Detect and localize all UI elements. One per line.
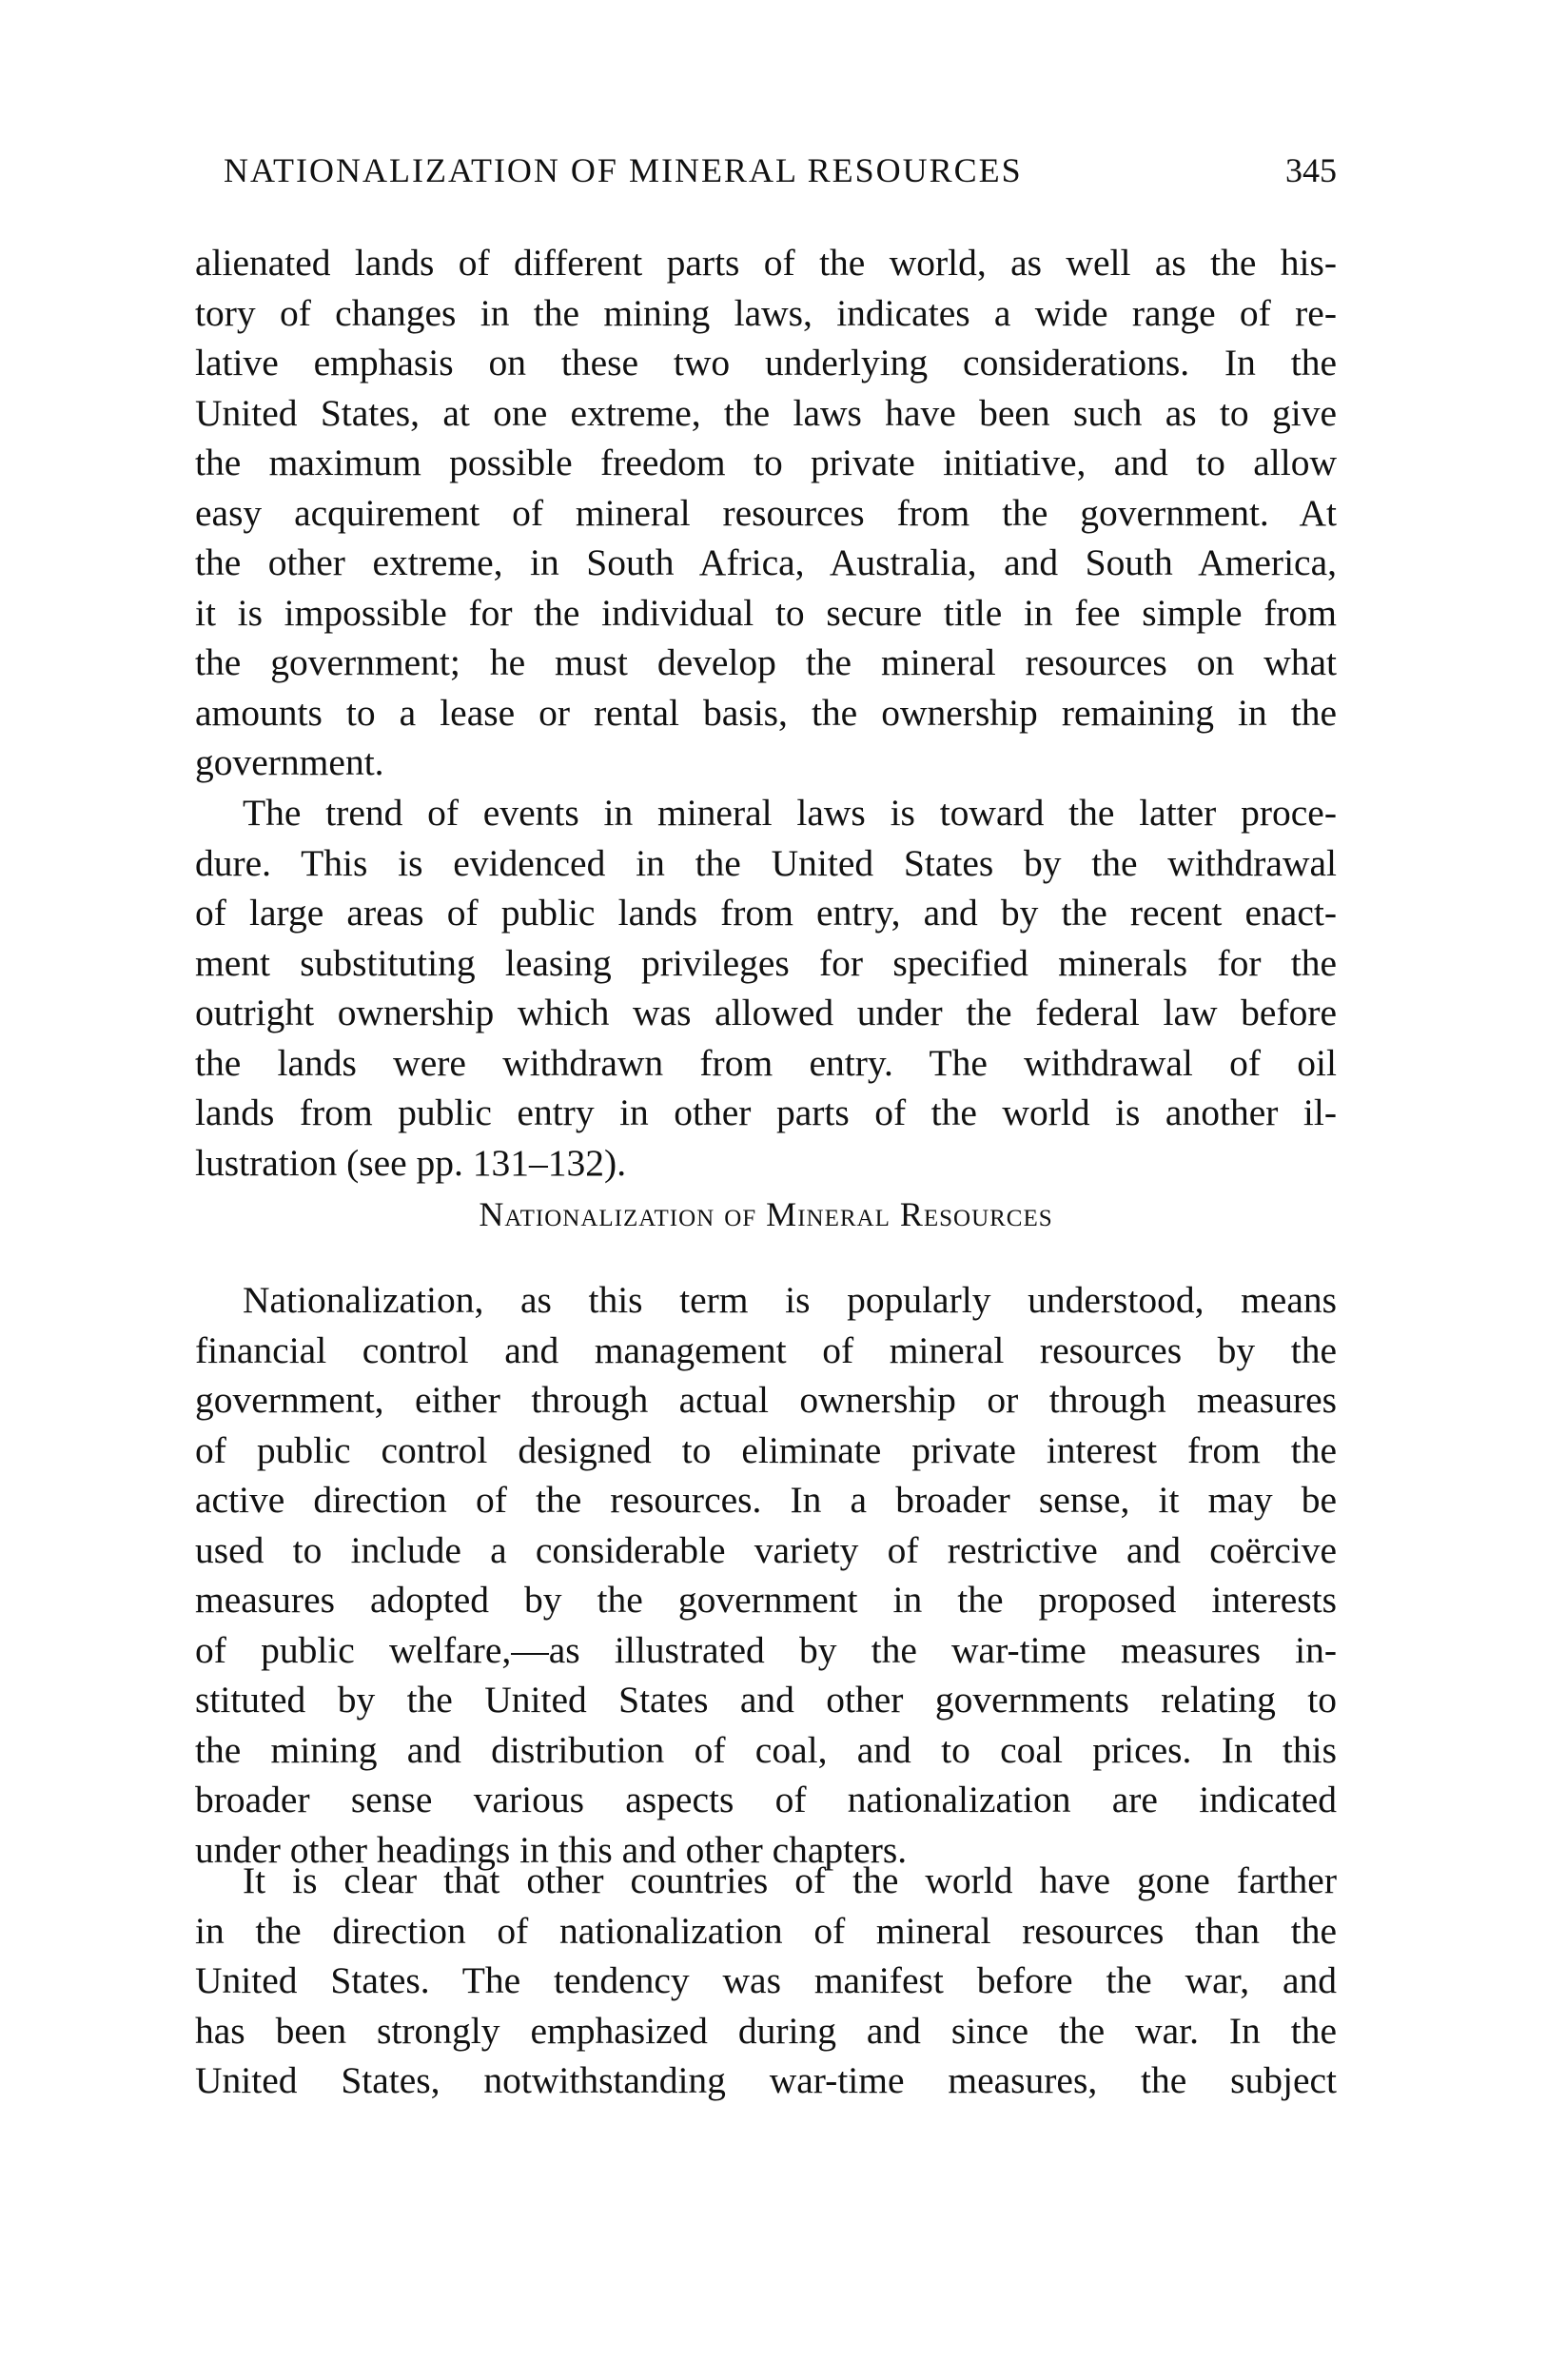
text-line: of public welfare,—as illustrated by the war-time measures in-: [195, 1628, 1337, 1671]
text-line: The trend of events in mineral laws is toward the latter proce-: [243, 792, 1337, 834]
text-line: of large areas of public lands from entry, and by the recent enact-: [195, 892, 1337, 934]
text-line: active direction of the resources. In a broader sense, it may be: [195, 1479, 1337, 1521]
text-line: ment substituting leasing privileges for specified minerals for the: [195, 941, 1337, 984]
paragraph-nationalization-definition: [195, 1275, 1337, 1875]
paragraph-trend: [195, 788, 1337, 1188]
text-line: outright ownership which was allowed under the federal law before: [195, 992, 1337, 1033]
text-line: broader sense various aspects of nationalization are indicated: [195, 1779, 1337, 1820]
text-line: government, either through actual ownership or through measures: [195, 1379, 1337, 1421]
text-line: lustration (see pp. 131–132).: [195, 1141, 627, 1184]
text-line: has been strongly emphasized during and since the war. In the: [195, 2009, 1337, 2052]
running-title: NATIONALIZATION OF MINERAL RESOURCES: [224, 151, 1023, 189]
text-line: dure. This is evidenced in the United States by the withdrawal: [195, 841, 1337, 884]
text-line: government.: [195, 741, 384, 783]
text-line: amounts to a lease or rental basis, the ownership remaining in the: [195, 691, 1337, 734]
text-line: lative emphasis on these two underlying considerations. In the: [195, 342, 1337, 384]
text-line: of public control designed to eliminate private interest from the: [195, 1428, 1337, 1471]
text-line: easy acquirement of mineral resources from the government. At: [195, 491, 1337, 534]
paragraph-other-countries: [195, 1856, 1337, 2106]
section-heading: Nationalization of Mineral Resources: [479, 1195, 1053, 1233]
text-line: United States, notwithstanding war-time measures, the subject: [195, 2059, 1337, 2101]
text-line: the mining and distribution of coal, and to coal prices. In this: [195, 1728, 1337, 1771]
paragraph-continued: [195, 238, 1337, 788]
text-line: in the direction of nationalization of mineral resources than the: [195, 1909, 1337, 1952]
text-line: United States. The tendency was manifest before the war, and: [195, 1959, 1337, 2001]
text-line: lands from public entry in other parts of the world is another il-: [195, 1092, 1337, 1133]
text-line: United States, at one extreme, the laws have been such as to give: [195, 391, 1337, 434]
text-line: alienated lands of different parts of the world, as well as the his-: [195, 242, 1337, 284]
page-number: 345: [1285, 151, 1337, 189]
text-line: under other headings in this and other chapters.: [195, 1828, 908, 1871]
text-line: It is clear that other countries of the world have gone farther: [243, 1859, 1337, 1901]
text-line: the other extreme, in South Africa, Australia, and South America,: [195, 541, 1337, 583]
text-line: Nationalization, as this term is popularly understood, means: [243, 1279, 1337, 1321]
text-line: the lands were withdrawn from entry. The withdrawal of oil: [195, 1041, 1337, 1084]
text-line: financial control and management of mineral resources by the: [195, 1328, 1337, 1371]
text-line: tory of changes in the mining laws, indicates a wide range of re-: [195, 291, 1337, 334]
text-line: used to include a considerable variety of restrictive and coërcive: [195, 1528, 1337, 1571]
text-line: the maximum possible freedom to private initiative, and to allow: [195, 442, 1337, 483]
text-line: the government; he must develop the mineral resources on what: [195, 641, 1337, 683]
text-line: it is impossible for the individual to secure title in fee simple from: [195, 591, 1337, 634]
running-head: [195, 150, 1337, 198]
text-line: measures adopted by the government in the proposed interests: [195, 1579, 1337, 1621]
text-line: stituted by the United States and other governments relating to: [195, 1679, 1337, 1721]
